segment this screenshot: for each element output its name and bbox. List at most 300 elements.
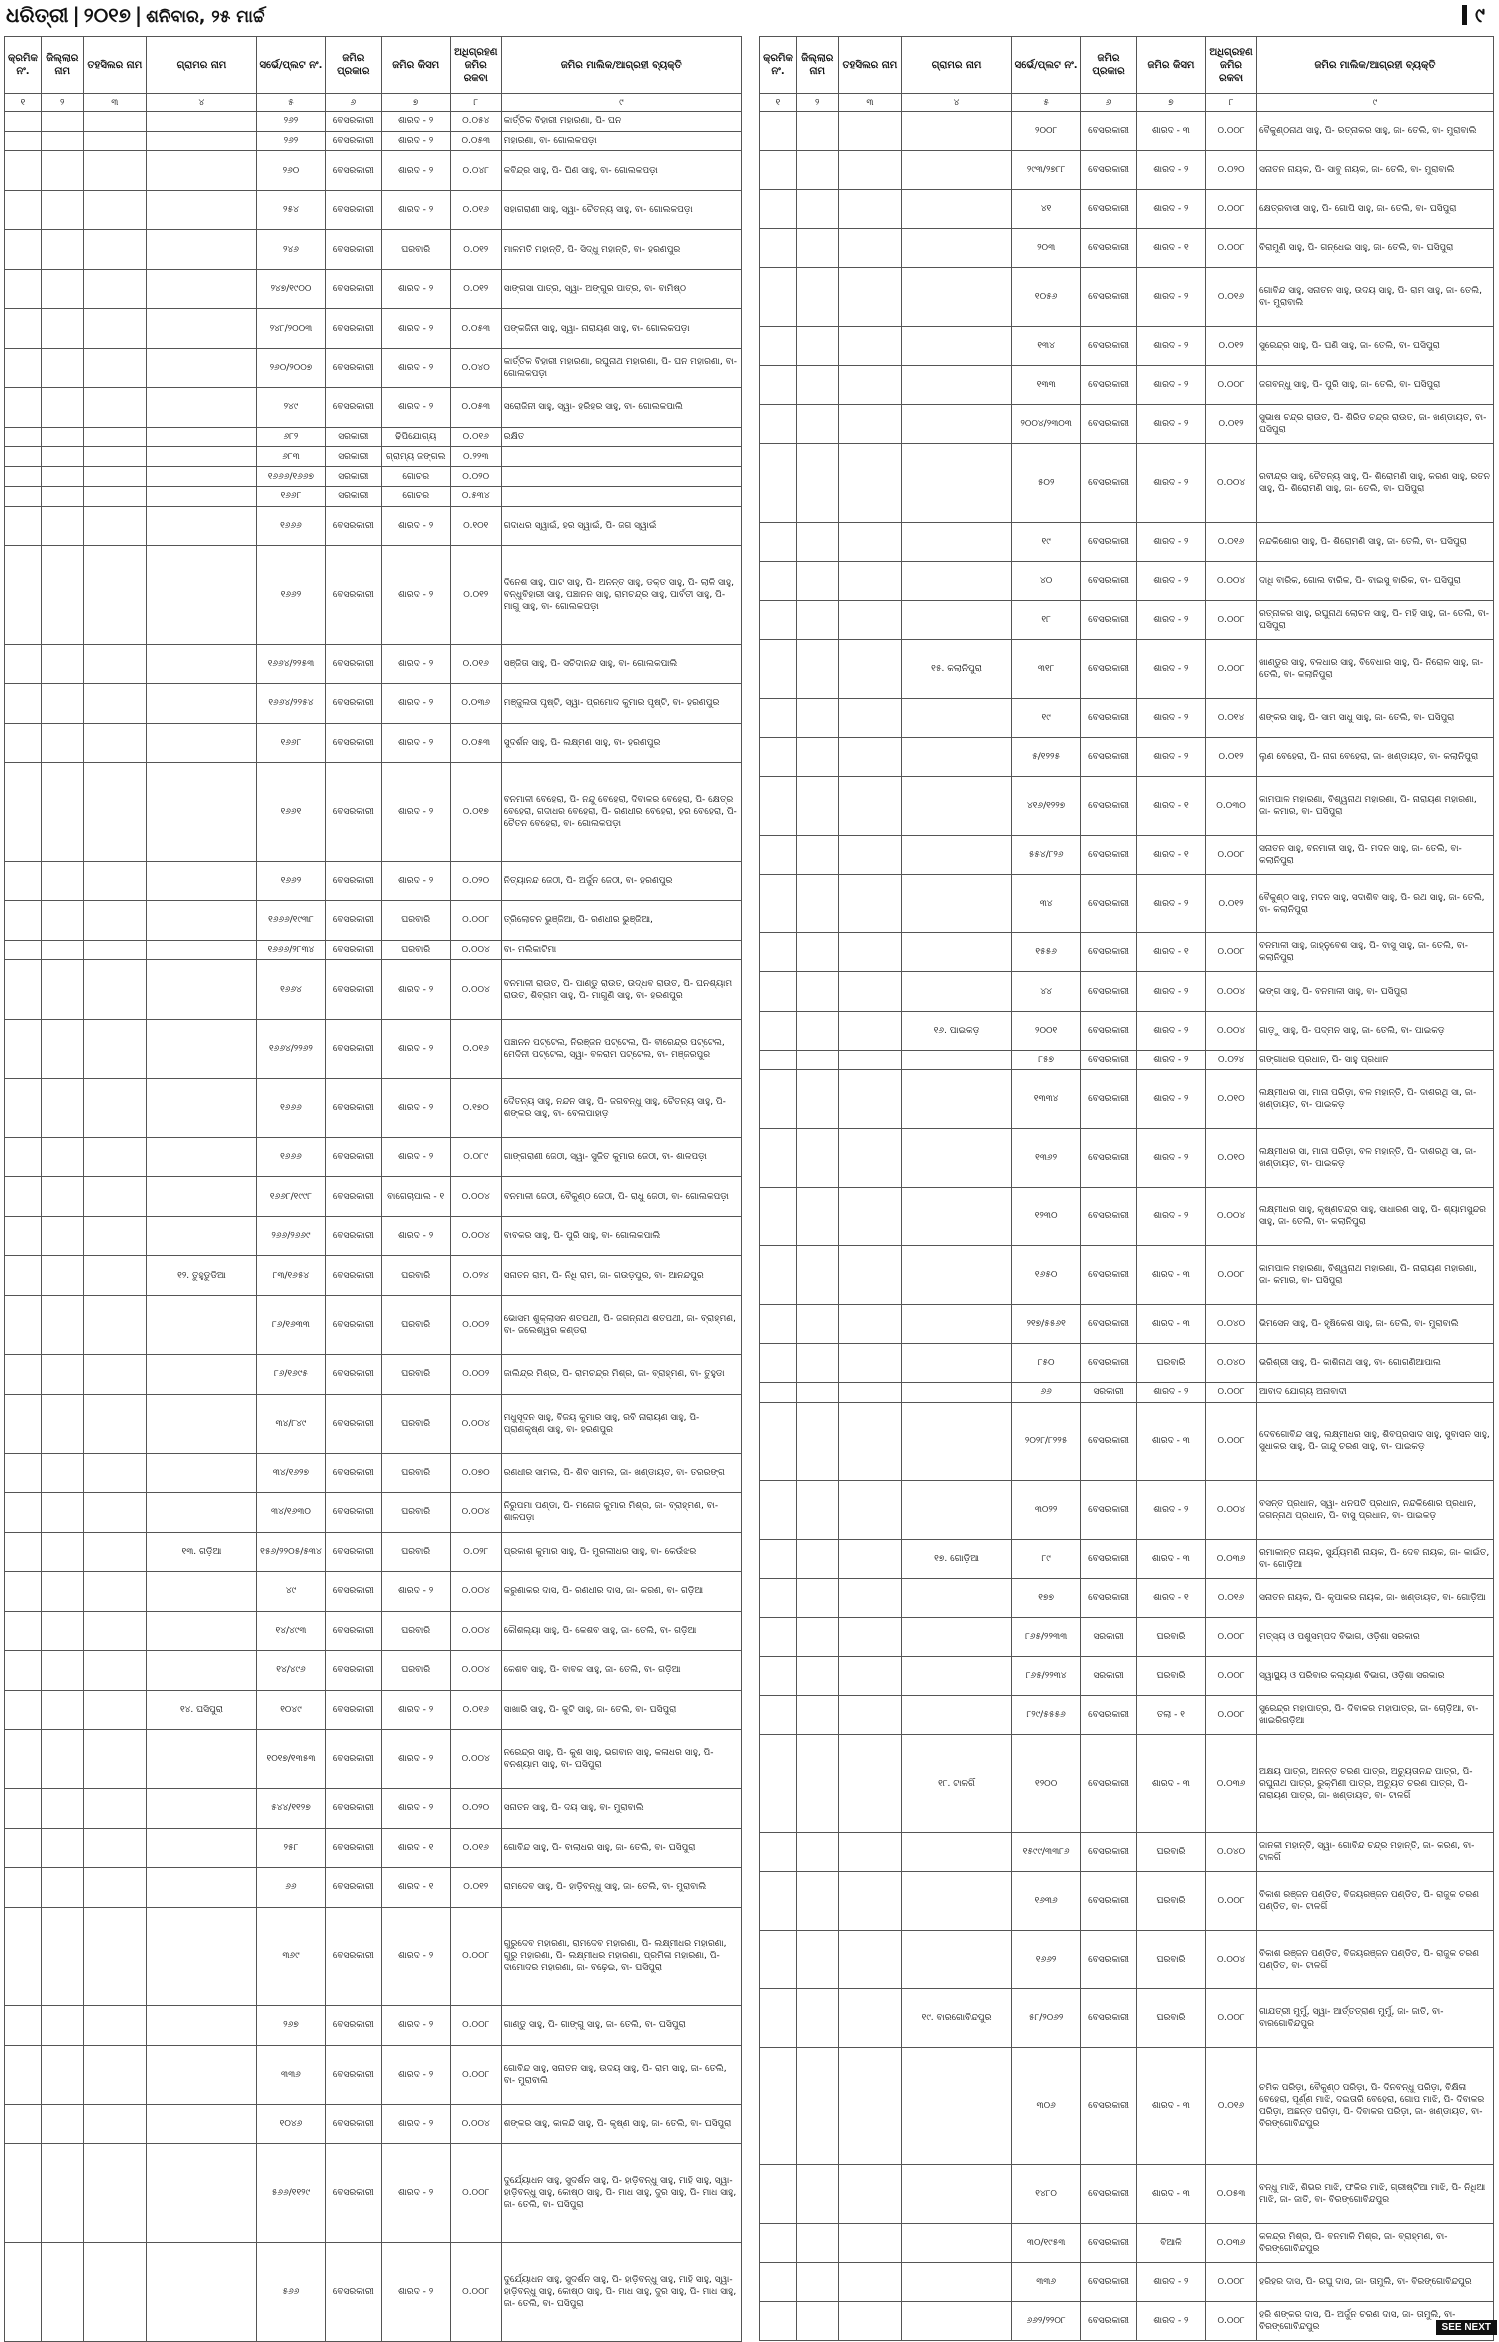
land-type-cell: ବେସରକାରୀ [1081, 2165, 1136, 2224]
area-cell: ୦.୦୧୨ [1206, 327, 1257, 366]
owner-cell: ଲୁଣ ବେହେରା, ପି- ନାଗ ବେହେରା, ଜା- ଖଣ୍ଡାୟତ, ବା- କଲାନିପୁରା [1256, 737, 1493, 776]
table-row [760, 268, 1494, 327]
table-row [760, 2302, 1494, 2341]
area-cell: ୦.୦୨୪ [450, 1256, 501, 1295]
table-row [5, 467, 742, 487]
kisam-cell: ଶାରଦ - ୨ [1136, 1070, 1205, 1129]
plot-cell: ୧୩୪ [1011, 327, 1080, 366]
owner-cell: ଦୁର୍ଯ୍ୟୋଧନ ସାହୁ, ସୁଦର୍ଶନ ସାହୁ, ପି- ହାଡ଼ିବନ୍ଧୁ ସାହୁ, ମାହି ସାହୁ, ସ୍ୱା- ହାଡ଼ିବନ୍ଧୁ ସାହୁ, କୋଷ୍ଠ ସାହୁ, ପି- ମାଧ ସାହୁ, ଦୁର ସାହୁ, ପି- ମାଧ ସାହୁ, ଜା- ତେଲି, ବା- ଘସିପୁରା [501, 2243, 741, 2342]
land-type-cell: ବେସରକାରୀ [1081, 2224, 1136, 2263]
owner-cell: ଗାଡ଼ୁ ସାହୁ, ପି- ପଦ୍ମନ ସାହୁ, ଜା- ତେଲି, ବା- ପାଇକଡ଼ [1256, 1011, 1493, 1050]
tahasil-cell [83, 388, 147, 427]
plot-cell: ୧୬୬୪/୨୨୫୩ [256, 644, 325, 683]
area-cell: ୦.୦୪୦ [1206, 1344, 1257, 1383]
land-type-cell: ବେସରକାରୀ [326, 1730, 381, 1789]
kisam-cell: ଶାରଦ - ୨ [1136, 640, 1205, 699]
owner-cell: ବିରାମୁଣି ସାହୁ, ପି- ଗନ୍ଧେଇ ସାହୁ, ଜା- ତେଲି, ବା- ଘସିପୁରା [1256, 229, 1493, 268]
serial-cell [5, 2104, 42, 2143]
serial-cell [5, 1789, 42, 1828]
column-number: ୮ [1206, 94, 1257, 112]
village-cell [147, 1453, 257, 1492]
plot-cell: ୧୯ [1011, 522, 1080, 561]
kisam-cell: ଶାରଦ - ୨ [381, 1572, 450, 1611]
district-cell [41, 131, 83, 151]
district-cell [41, 960, 83, 1019]
village-cell [902, 1696, 1012, 1735]
serial-cell [760, 698, 797, 737]
village-cell [902, 1050, 1012, 1070]
land-type-cell: ବେସରକାରୀ [1081, 1735, 1136, 1833]
serial-cell [5, 940, 42, 960]
table-row [760, 444, 1494, 522]
tahasil-cell [83, 2104, 147, 2143]
tahasil-cell [838, 1930, 902, 1989]
village-cell [147, 861, 257, 900]
table-header [760, 37, 1494, 112]
owner-cell: ଶଙ୍କର ସାହୁ, ପି- ସାମ ସାଧୁ ସାହୁ, ଜା- ତେଲି, ବା- ଘସିପୁରା [1256, 698, 1493, 737]
district-cell [796, 1402, 838, 1480]
plot-cell: ୮୫୭ [1011, 1050, 1080, 1070]
serial-cell [760, 600, 797, 639]
owner-cell: କୌଶଲ୍ୟା ସାହୁ, ପି- କେଶବ ସାହୁ, ଜା- ତେଲି, ବା- ଗଡ଼ିଆ [501, 1611, 741, 1650]
table-row [760, 229, 1494, 268]
village-cell [902, 2048, 1012, 2165]
kisam-cell: ଶାରଦ - ୨ [381, 388, 450, 427]
table-body [5, 112, 742, 2342]
village-cell [147, 1828, 257, 1867]
tahasil-cell [83, 723, 147, 762]
plot-cell: ୩୪/୮୪୯ [256, 1394, 325, 1453]
plot-cell: ୧୬୬୬/୨୮୩୪ [256, 940, 325, 960]
serial-cell [5, 723, 42, 762]
column-header: ଜମିର କିସମ [381, 37, 450, 94]
land-type-cell: ବେସରକାରୀ [326, 348, 381, 387]
plot-cell: ୧୨୩୦ [1011, 1187, 1080, 1246]
tahasil-cell [83, 1216, 147, 1255]
table-row [760, 1539, 1494, 1578]
column-number: ୭ [1136, 94, 1205, 112]
owner-cell: ତ୍ରିଲୋଚନ ଭୁଞ୍ଜିଆ, ପି- ରଣଧୀର ଭୁଞ୍ଜିଆ, [501, 901, 741, 940]
plot-cell: ୨୪୮/୨୦୦୩ [256, 309, 325, 348]
area-cell: ୦.୦୩୦ [1206, 776, 1257, 835]
plot-cell: ୧୬୬୬/୧୯୩୮ [256, 901, 325, 940]
serial-cell [5, 546, 42, 645]
kisam-cell: ଶାରଦ - ୨ [1136, 151, 1205, 190]
owner-cell: ବନମାଳୀ ଜେଠୀ, ବୈକୁଣ୍ଠ ଜେଠୀ, ପି- ରାଧୁ ଜେଠୀ, ବା- ଗୋଲକପଡ଼ା [501, 1177, 741, 1216]
tahasil-cell [838, 1246, 902, 1305]
land-type-cell: ବେସରକାରୀ [326, 1611, 381, 1650]
land-type-cell: ବେସରକାରୀ [1081, 1989, 1136, 2048]
kisam-cell: ଘରବାରି [381, 1493, 450, 1532]
tahasil-cell [83, 190, 147, 229]
table-row [5, 763, 742, 862]
village-cell [147, 684, 257, 723]
serial-cell [5, 1868, 42, 1907]
serial-cell [760, 1617, 797, 1656]
kisam-cell: ଶାରଦ - ୨ [381, 151, 450, 190]
district-cell [796, 1187, 838, 1246]
area-cell: ୦.୦୦୮ [1206, 1246, 1257, 1305]
area-cell: ୦.୦୫୩ [450, 131, 501, 151]
column-header: ଗ୍ରାମର ନାମ [902, 37, 1012, 94]
table-row [760, 561, 1494, 600]
owner-cell: ବୈକୁଣ୍ଠନାଥ ସାହୁ, ପି- ରତ୍ନାକର ସାହୁ, ଜା- ତେଲି, ବା- ମୁରାବାଲି [1256, 112, 1493, 151]
kisam-cell: ଶାରଦ - ୨ [1136, 405, 1205, 444]
village-cell [902, 190, 1012, 229]
serial-cell [760, 366, 797, 405]
area-cell: ୦.୦୧୬ [1206, 1578, 1257, 1617]
land-type-cell: ବେସରକାରୀ [326, 940, 381, 960]
kisam-cell: ଶାରଦ - ୨ [381, 1907, 450, 2006]
plot-cell: ୨୬୨ [256, 131, 325, 151]
village-cell [902, 1344, 1012, 1383]
tahasil-cell [838, 1656, 902, 1695]
serial-cell [760, 1402, 797, 1480]
tahasil-cell [838, 698, 902, 737]
district-cell [41, 940, 83, 960]
plot-cell: ୨୦୦୧ [1011, 1011, 1080, 1050]
owner-cell: ଦେବଗୋବିନ୍ଦ ସାହୁ, ଲକ୍ଷ୍ମୀଧର ସାହୁ, ଶିବପ୍ରସାଦ ସାହୁ, ସୁବାସନ ସାହୁ, ସୁଧାକର ସାହୁ, ପି- ଜାନ୍ଦୁ ଚରଣ ସାହୁ, ବା- ପାଇକଡ଼ [1256, 1402, 1493, 1480]
village-cell [147, 2006, 257, 2045]
owner-cell: ପଙ୍କଜିନୀ ସାହୁ, ସ୍ୱା- ନାରାୟଣ ସାହୁ, ବା- ଗୋଲକପଡ଼ା [501, 309, 741, 348]
plot-cell: ୨୪୯ [256, 388, 325, 427]
serial-cell [760, 1011, 797, 1050]
area-cell: ୦.୦୧୬ [450, 1828, 501, 1867]
village-cell [147, 486, 257, 506]
serial-cell [760, 1070, 797, 1129]
land-type-cell: ବେସରକାରୀ [326, 546, 381, 645]
area-cell: ୦.୦୧୬ [450, 427, 501, 447]
district-cell [796, 405, 838, 444]
plot-cell: ୨୦୦୮ [1011, 112, 1080, 151]
owner-cell: ରମାକାନ୍ତ ନାୟକ, ସୁର୍ଯ୍ୟମଣି ନାୟକ, ପି- ଦେବ ନାୟକ, ଜା- କାଇଁତ, ବା- ଗୋଡ଼ିଆ [1256, 1539, 1493, 1578]
plot-cell: ୨୬୨ [256, 112, 325, 132]
owner-cell: ରକ୍ଷିତ [501, 427, 741, 447]
land-type-cell: ବେସରକାରୀ [326, 1572, 381, 1611]
land-type-cell: ବେସରକାରୀ [1081, 1344, 1136, 1383]
plot-cell: ୧୬୬୮/୧୯୯୮ [256, 1177, 325, 1216]
plot-cell: ୩୪ [1011, 874, 1080, 933]
publication-date: ଶନିବାର, ୨୫ ମାର୍ଚ୍ଚ [146, 7, 265, 27]
land-type-cell: ବେସରକାରୀ [1081, 1872, 1136, 1931]
area-cell: ୦.୦୨୮ [450, 1532, 501, 1571]
table-row [760, 1656, 1494, 1695]
table-row [5, 1532, 742, 1571]
column-header: ଅଧିଗ୍ରହଣ ଜମିର ରକବା [450, 37, 501, 94]
plot-cell: ୩୦/୧୯୫୩ [1011, 2224, 1080, 2263]
owner-cell: ଲକ୍ଷ୍ମୀଧର ସା, ମାନା ପରିଡ଼ା, ବଳ ମହାନ୍ତି, ପି- ଦାଶରଥି ସା, ଜା- ଖଣ୍ଡାୟତ, ବା- ପାଇକଡ଼ [1256, 1070, 1493, 1129]
table-row [5, 1651, 742, 1690]
column-header: ଜମିର ମାଲିକ/ଆଗ୍ରହୀ ବ୍ୟକ୍ତି [1256, 37, 1493, 94]
land-type-cell: ବେସରକାରୀ [1081, 1402, 1136, 1480]
district-cell [796, 327, 838, 366]
table-row [5, 861, 742, 900]
tahasil-cell [838, 1539, 902, 1578]
tahasil-cell [838, 1617, 902, 1656]
land-table-left [4, 36, 742, 2342]
plot-cell: ୩୩୬ [256, 2045, 325, 2104]
plot-cell: ୧୪/୪୯୩ [256, 1611, 325, 1650]
village-cell [902, 1246, 1012, 1305]
plot-cell: ୬୮୨ [256, 427, 325, 447]
area-cell: ୦.୦୦୪ [1206, 1930, 1257, 1989]
district-cell [796, 1011, 838, 1050]
plot-cell: ୩୩୬ [1011, 2263, 1080, 2302]
page-bar [1462, 5, 1467, 25]
serial-cell [5, 2144, 42, 2243]
table-row [5, 2243, 742, 2342]
owner-cell: ଭୋସମ ଶୁକ୍ଲାସନ ଶତପଥୀ, ପି- ଜଗନ୍ନାଥ ଶତପଥୀ, ଜା- ବ୍ରାହ୍ମଣ, ବା- ଜଲେଶ୍ୱର କଣ୍ଡରା [501, 1295, 741, 1354]
owner-cell: ନିରୁପମା ପଣ୍ଡା, ପି- ମନୋଜ କୁମାର ମିଶ୍ର, ଜା- ବ୍ରାହ୍ମଣ, ବା- ଶାଳପଡ଼ା [501, 1493, 741, 1532]
village-cell [147, 269, 257, 308]
owner-cell: ମତ୍ସ୍ୟ ଓ ପଶୁସମ୍ପଦ ବିଭାଗ, ଓଡ଼ିଶା ସରକାର [1256, 1617, 1493, 1656]
kisam-cell: ଶାରଦ - ୨ [381, 960, 450, 1019]
land-type-cell: ବେସରକାରୀ [326, 2104, 381, 2143]
area-cell: ୦.୦୦୪ [450, 1611, 501, 1650]
serial-cell [760, 1344, 797, 1383]
village-cell: ୧୩. ଗଡ଼ିଆ [147, 1532, 257, 1571]
owner-cell: ଗାଯତ୍ରୀ ମୁର୍ମୁ, ସ୍ୱା- ଆର୍ତ୍ତତ୍ରାଣ ମୁର୍ମୁ, ଜା- ଜାତି, ବା- ବାରଗୋବିନ୍ଦପୁର [1256, 1989, 1493, 2048]
area-cell: ୦.୦୦୮ [450, 2006, 501, 2045]
tahasil-cell [838, 640, 902, 699]
owner-cell: ସନାତନ ସାହୁ, ପି- ଦୟ ସାହୁ, ବା- ମୁରାବାଲି [501, 1789, 741, 1828]
table-row [5, 1730, 742, 1789]
kisam-cell: ଶାରଦ - ୨ [1136, 1050, 1205, 1070]
serial-cell [5, 1532, 42, 1571]
district-cell [796, 1735, 838, 1833]
district-cell [796, 1050, 838, 1070]
land-type-cell: ବେସରକାରୀ [326, 1532, 381, 1571]
area-cell: ୦.୦୦୪ [1206, 1187, 1257, 1246]
plot-cell: ୧୨୦୦ [1011, 1735, 1080, 1833]
serial-cell [5, 348, 42, 387]
area-cell: ୦.୦୦୮ [1206, 1656, 1257, 1695]
tahasil-cell [83, 1453, 147, 1492]
kisam-cell: ଘରବାରି [1136, 1617, 1205, 1656]
table-header [5, 37, 742, 112]
owner-cell: ନିତ୍ୟାନନ୍ଦ ଜେଠୀ, ପି- ଅର୍ଜୁନ ଜେଠୀ, ବା- ହରଣପୁର [501, 861, 741, 900]
tahasil-cell [83, 644, 147, 683]
district-cell [796, 2263, 838, 2302]
village-cell [902, 1128, 1012, 1187]
plot-cell: ୧୦୪୯ [256, 1690, 325, 1729]
table-body [760, 112, 1494, 2341]
village-cell [147, 1907, 257, 2006]
plot-cell: ୧୭୭ [1011, 1578, 1080, 1617]
area-cell: ୦.୦୦୮ [1206, 1696, 1257, 1735]
serial-cell [5, 151, 42, 190]
area-cell: ୦.୦୨୦ [450, 861, 501, 900]
owner-cell: କାମପାଳ ମହାରଣା, ବିଶ୍ୱନାଥ ମହାରଣା, ପି- ନାରାୟଣ ମହାରଣା, ଜା- କମାର, ବା- ଘସିପୁରା [1256, 1246, 1493, 1305]
serial-cell [760, 1930, 797, 1989]
area-cell: ୦.୦୧୨ [1206, 405, 1257, 444]
tahasil-cell [838, 112, 902, 151]
kisam-cell: ଶାରଦ - ୧ [1136, 1578, 1205, 1617]
kisam-cell: ଘରବାରି [381, 940, 450, 960]
table-row [760, 2165, 1494, 2224]
village-cell [147, 644, 257, 683]
serial-cell [5, 506, 42, 545]
table-row [5, 960, 742, 1019]
tahasil-cell [838, 776, 902, 835]
serial-cell [760, 1832, 797, 1871]
land-type-cell: ବେସରକାରୀ [326, 388, 381, 427]
kisam-cell: ଘରବାରି [1136, 1344, 1205, 1383]
serial-cell [5, 1177, 42, 1216]
owner-cell: କଳନ୍ଦ୍ର ମିଶ୍ର, ପି- ବନମାଳି ମିଶ୍ର, ଜା- ବ୍ରାହ୍ମଣ, ବା- ବିରଙ୍ଗୋବିନ୍ଦପୁର [1256, 2224, 1493, 2263]
column-number: ୬ [326, 94, 381, 112]
area-cell: ୦.୦୦୮ [1206, 1617, 1257, 1656]
land-type-cell: ବେସରକାରୀ [1081, 366, 1136, 405]
table-row [760, 776, 1494, 835]
tahasil-cell [838, 1578, 902, 1617]
kisam-cell: ଶାରଦ - ୨ [381, 546, 450, 645]
kisam-cell: ଶାରଦ - ୨ [381, 861, 450, 900]
area-cell: ୦.୦୨୦ [1206, 151, 1257, 190]
owner-cell: ଖାଣ୍ଡୁର ସାହୁ, ବଳଧାର ସାହୁ, ବିବେଧାର ସାହୁ, ପି- ନିରୋଳ ସାହୁ, ଜା- ତେଲି, ବା- କଲାନିପୁରା [1256, 640, 1493, 699]
land-type-cell: ବେସରକାରୀ [326, 1907, 381, 2006]
plot-cell: ୮୬/୧୬୩୩ [256, 1295, 325, 1354]
tahasil-cell [838, 444, 902, 522]
table-row [5, 901, 742, 940]
owner-cell: କାର୍ତ୍ତିକ ବିହାରୀ ମହାରଣା, ପି- ଘନ [501, 112, 741, 132]
plot-cell: ୧୬୬୬ [256, 1138, 325, 1177]
village-cell [147, 112, 257, 132]
tahasil-cell [83, 1355, 147, 1394]
area-cell: ୦.୦୦୪ [450, 2104, 501, 2143]
area-cell: ୦.୦୦୮ [1206, 933, 1257, 972]
table-row [5, 1493, 742, 1532]
district-cell [41, 2104, 83, 2143]
table-row [5, 1789, 742, 1828]
plot-cell: ୬୬ [256, 1868, 325, 1907]
kisam-cell: ଗୋଚର [381, 467, 450, 487]
serial-cell [760, 1872, 797, 1931]
table-row [5, 447, 742, 467]
kisam-cell: ଶାରଦ - ୨ [381, 131, 450, 151]
owner-cell: ପଞ୍ଚାନନ ପଟ୍ଟେଲ, ନିରଞ୍ଜନ ପଟ୍ଟେଲ, ପି- ବୀରେନ୍ଦ୍ର ପଟ୍ଟେଲ, ମେଦିନୀ ପଟ୍ଟେଲ, ସ୍ୱା- ବଳରାମ ପଟ୍ଟେଲ, ବା- ମଞ୍ଜରପୁର [501, 1019, 741, 1078]
area-cell: ୦.୧୦୧ [450, 506, 501, 545]
plot-cell: ୧୫୬/୨୨୦୫/୫୩୪ [256, 1532, 325, 1571]
table-row [760, 366, 1494, 405]
tahasil-cell [838, 2263, 902, 2302]
column-number: ୯ [501, 94, 741, 112]
owner-cell: ସ୍ୱାସ୍ଥ୍ୟ ଓ ପରିବାର କଲ୍ୟାଣ ବିଭାଗ, ଓଡ଼ିଶା ସରକାର [1256, 1656, 1493, 1695]
district-cell [796, 1344, 838, 1383]
plot-cell: ୨୧୭/୫୫୬୧ [1011, 1304, 1080, 1343]
serial-cell [760, 972, 797, 1011]
serial-cell [5, 644, 42, 683]
village-cell [902, 1930, 1012, 1989]
village-cell [902, 1872, 1012, 1931]
village-cell [147, 151, 257, 190]
district-cell [796, 600, 838, 639]
plot-cell: ୮୬/୧୬୯୫ [256, 1355, 325, 1394]
owner-cell: ସନାତନ ନାୟକ, ପି- ସାବୁ ନାୟକ, ଜା- ତେଲି, ବା- ମୁରାବାଲି [1256, 151, 1493, 190]
village-cell [902, 874, 1012, 933]
plot-cell: ୫୫୪/୮୨୬ [1011, 835, 1080, 874]
area-cell: ୦.୦୦୪ [450, 960, 501, 1019]
kisam-cell: ଶାରଦ - ୧ [381, 1828, 450, 1867]
table-row [760, 151, 1494, 190]
serial-cell [5, 190, 42, 229]
tahasil-cell [838, 1344, 902, 1383]
village-cell: ୧୯. ବାରଗୋବିନ୍ଦପୁର [902, 1989, 1012, 2048]
table-row [5, 723, 742, 762]
owner-cell: ନରେନ୍ଦ୍ର ସାହୁ, ପି- କୁଶ ସାହୁ, ଭଗବାନ ସାହୁ, କଳାଧର ସାହୁ, ପି- ବନଶ୍ୟାମ ସାହୁ, ବା- ଘସିପୁରା [501, 1730, 741, 1789]
land-type-cell: ବେସରକାରୀ [326, 1256, 381, 1295]
kisam-cell: ଘରବାରି [381, 1256, 450, 1295]
tahasil-cell [838, 1050, 902, 1070]
land-type-cell: ବେସରକାରୀ [326, 901, 381, 940]
village-cell [147, 230, 257, 269]
serial-cell [760, 835, 797, 874]
tahasil-cell [83, 1177, 147, 1216]
land-type-cell: ବେସରକାରୀ [1081, 190, 1136, 229]
owner-cell: ମଞ୍ଜୁଲତା ପୃଷ୍ଟି, ସ୍ୱା- ପ୍ରମୋଦ କୁମାର ପୃଷ୍ଟି, ବା- ହରଣପୁର [501, 684, 741, 723]
land-type-cell: ବେସରକାରୀ [326, 1295, 381, 1354]
village-cell: ୧୭. ଗୋଡ଼ିଆ [902, 1539, 1012, 1578]
area-cell: ୦.୧୭୦ [450, 1078, 501, 1137]
plot-cell: ୧୬୬୪ [256, 960, 325, 1019]
village-cell [147, 1078, 257, 1137]
village-cell [147, 723, 257, 762]
land-type-cell: ବେସରକାରୀ [326, 763, 381, 862]
village-cell [902, 151, 1012, 190]
land-table-right [759, 36, 1494, 2341]
district-cell [796, 1383, 838, 1403]
owner-cell: ଗୋବିନ୍ଦ ସାହୁ, ସନାତନ ସାହୁ, ଉଦୟ ସାହୁ, ପି- ରାମ ସାହୁ, ଜା- ତେଲି, ବା- ମୁରାବାଲି [1256, 268, 1493, 327]
owner-cell: ଭରିଶ୍ରୀ ସାହୁ, ପି- କାଶିନାଥ ସାହୁ, ବା- ଗୋଗଣିଆପାଲ [1256, 1344, 1493, 1383]
district-cell [796, 561, 838, 600]
owner-cell: ଜାଲିନ୍ଦ୍ର ମିଶ୍ର, ପି- ରାମଚନ୍ଦ୍ର ମିଶ୍ର, ଜା- ବ୍ରାହ୍ମଣ, ବା- ତୁହୁଡା [501, 1355, 741, 1394]
land-type-cell: ବେସରକାରୀ [326, 1828, 381, 1867]
area-cell: ୦.୦୧୬ [450, 644, 501, 683]
plot-cell: ୨୪୭/୧୯୦୦ [256, 269, 325, 308]
serial-cell [5, 861, 42, 900]
village-cell [902, 2224, 1012, 2263]
tahasil-cell [83, 940, 147, 960]
village-cell [902, 2165, 1012, 2224]
district-cell [796, 698, 838, 737]
separator: | [134, 3, 143, 27]
area-cell: ୦.୦୦୪ [450, 1493, 501, 1532]
land-type-cell: ବେସରକାରୀ [326, 2243, 381, 2342]
serial-cell [5, 1138, 42, 1177]
area-cell: ୦.୦୧୨ [1206, 874, 1257, 933]
land-type-cell: ବେସରକାରୀ [1081, 874, 1136, 933]
kisam-cell: ଶାରଦ - ୨ [1136, 972, 1205, 1011]
table-row [760, 1735, 1494, 1833]
plot-cell: ୩୪/୧୬୨୭ [256, 1453, 325, 1492]
owner-cell: ଦୁର୍ଯ୍ୟୋଧନ ସାହୁ, ସୁଦର୍ଶନ ସାହୁ, ପି- ହାଡ଼ିବନ୍ଧୁ ସାହୁ, ମାହି ସାହୁ, ସ୍ୱା- ହାଡ଼ିବନ୍ଧୁ ସାହୁ, କୋଷ୍ଠ ସାହୁ, ପି- ମାଧ ସାହୁ, ଦୁର ସାହୁ, ପି- ମାଧ ସାହୁ, ଜା- ତେଲି, ବା- ଘସିପୁରା [501, 2144, 741, 2243]
plot-cell: ୧୬୬୧ [256, 763, 325, 862]
plot-cell: ୩୦୨୨ [1011, 1480, 1080, 1539]
land-type-cell: ବେସରକାରୀ [1081, 1539, 1136, 1578]
serial-cell [760, 1989, 797, 2048]
land-type-cell: ବେସରକାରୀ [326, 151, 381, 190]
owner-cell: କାର୍ତ୍ତିକ ବିହାରୀ ମହାରଣା, ରଘୁନାଥ ମହାରଣା, ପି- ଘନ ମହାରଣା, ବା- ଗୋଲକପଡ଼ା [501, 348, 741, 387]
owner-cell: ମହାରଣା, ବା- ଗୋଲକପଡ଼ା [501, 131, 741, 151]
district-cell [41, 388, 83, 427]
plot-cell: ୧୬୬୨ [256, 546, 325, 645]
area-cell: ୦.୦୨୦ [450, 467, 501, 487]
plot-cell: ୪୦ [1011, 561, 1080, 600]
owner-cell: ବନ୍ଧୁ ମାଝି, ଶିଭର ମାଝି, ଫକିର ମାଝି, ଗ୍ରୀଷ୍ଟିଆ ମାଝି, ପି- ନିଧିଆ ମାଝି, ଜା- ଜାତି, ବା- ବିରଙ୍ଗୋବିନ୍ଦପୁର [1256, 2165, 1493, 2224]
village-cell [902, 600, 1012, 639]
table-row [760, 600, 1494, 639]
district-cell [796, 1656, 838, 1695]
